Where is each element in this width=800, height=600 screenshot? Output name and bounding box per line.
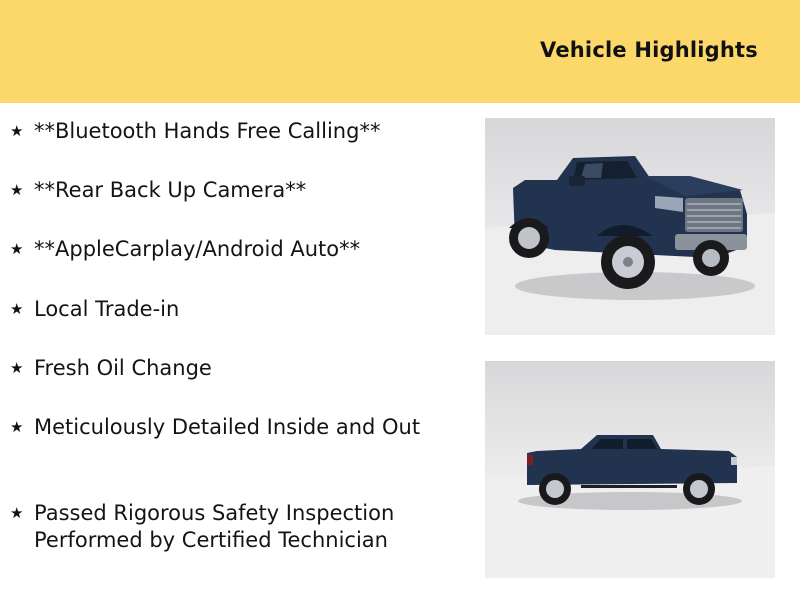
star-icon: ★ xyxy=(10,504,24,522)
list-item xyxy=(10,296,455,323)
star-icon: ★ xyxy=(10,418,24,436)
star-icon: ★ xyxy=(10,300,24,318)
highlight-text: Fresh Oil Change xyxy=(34,356,212,380)
list-item xyxy=(10,500,455,554)
highlight-text: **Rear Back Up Camera** xyxy=(34,178,307,202)
truck-side-image xyxy=(485,361,775,578)
highlight-text: Meticulously Detailed Inside and Out xyxy=(34,415,421,439)
truck-front-image xyxy=(485,118,775,335)
highlight-text: **AppleCarplay/Android Auto** xyxy=(34,237,361,261)
star-icon: ★ xyxy=(10,359,24,377)
list-item xyxy=(10,355,455,382)
highlight-text: **Bluetooth Hands Free Calling** xyxy=(34,119,381,143)
page-title: Vehicle Highlights xyxy=(540,38,758,62)
star-icon: ★ xyxy=(10,240,24,258)
list-item xyxy=(10,236,455,263)
truck-photo-side xyxy=(485,361,775,578)
star-icon: ★ xyxy=(10,181,24,199)
star-icon: ★ xyxy=(10,122,24,140)
list-item xyxy=(10,177,455,204)
list-item xyxy=(10,414,455,441)
header-banner xyxy=(0,0,800,103)
highlight-text: Passed Rigorous Safety Inspection Performed by Certified Technician xyxy=(34,501,395,552)
highlight-text: Local Trade-in xyxy=(34,297,180,321)
truck-photo-front xyxy=(485,118,775,335)
list-item xyxy=(10,118,455,145)
